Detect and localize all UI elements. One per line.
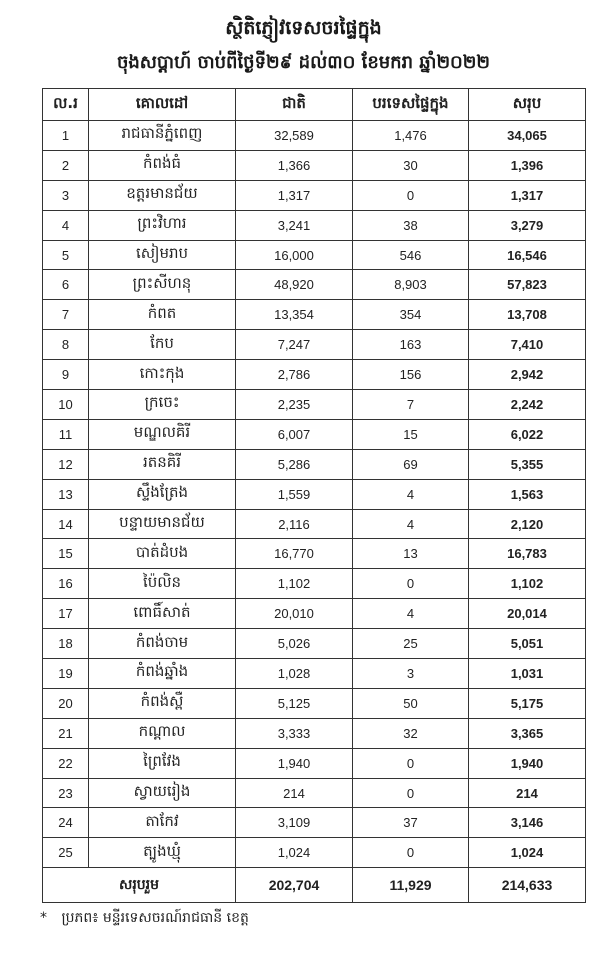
row-number: 14 xyxy=(43,509,89,539)
row-domestic-foreign: 354 xyxy=(353,300,469,330)
table-row xyxy=(43,688,586,718)
row-national: 7,247 xyxy=(236,330,353,360)
header-national: ជាតិ xyxy=(236,89,353,121)
row-national: 1,559 xyxy=(236,479,353,509)
row-domestic-foreign: 7 xyxy=(353,390,469,420)
row-domestic-foreign: 50 xyxy=(353,688,469,718)
row-national: 1,024 xyxy=(236,838,353,868)
grand-total-national: 202,704 xyxy=(236,868,353,903)
row-total: 6,022 xyxy=(469,419,586,449)
row-number: 6 xyxy=(43,270,89,300)
table-row xyxy=(43,180,586,210)
row-number: 23 xyxy=(43,778,89,808)
header-destination: គោលដៅ xyxy=(89,89,236,121)
row-number: 7 xyxy=(43,300,89,330)
row-total: 5,175 xyxy=(469,688,586,718)
row-domestic-foreign: 30 xyxy=(353,150,469,180)
row-total: 1,940 xyxy=(469,748,586,778)
row-number: 25 xyxy=(43,838,89,868)
row-total: 13,708 xyxy=(469,300,586,330)
row-national: 1,940 xyxy=(236,748,353,778)
table-row xyxy=(43,539,586,569)
row-destination: ព្រះសីហនុ xyxy=(89,270,236,300)
table-row xyxy=(43,330,586,360)
table-row xyxy=(43,838,586,868)
row-national: 20,010 xyxy=(236,599,353,629)
row-domestic-foreign: 69 xyxy=(353,449,469,479)
row-number: 1 xyxy=(43,121,89,151)
row-destination: កំពង់ស្ពឺ xyxy=(89,688,236,718)
row-total: 214 xyxy=(469,778,586,808)
row-domestic-foreign: 15 xyxy=(353,419,469,449)
row-total: 3,365 xyxy=(469,718,586,748)
footnote-text: ប្រភព៖ មន្ទីរទេសចរណ៍រាជធានី ខេត្ត xyxy=(61,910,249,926)
table-row xyxy=(43,808,586,838)
table-row xyxy=(43,599,586,629)
row-destination: បន្ទាយមានជ័យ xyxy=(89,509,236,539)
row-destination: កំពង់ចាម xyxy=(89,629,236,659)
row-national: 3,109 xyxy=(236,808,353,838)
row-domestic-foreign: 4 xyxy=(353,509,469,539)
row-national: 2,116 xyxy=(236,509,353,539)
tourist-statistics-table xyxy=(42,88,586,903)
table-row xyxy=(43,778,586,808)
row-national: 16,000 xyxy=(236,240,353,270)
row-domestic-foreign: 8,903 xyxy=(353,270,469,300)
row-total: 1,396 xyxy=(469,150,586,180)
table-row xyxy=(43,121,586,151)
row-number: 8 xyxy=(43,330,89,360)
header-domestic-foreign: បរទេសផ្ទៃក្នុង xyxy=(353,89,469,121)
table-row xyxy=(43,360,586,390)
row-national: 5,125 xyxy=(236,688,353,718)
row-total: 16,783 xyxy=(469,539,586,569)
row-destination: ស្ទឹងត្រែង xyxy=(89,479,236,509)
grand-total-total: 214,633 xyxy=(469,868,586,903)
row-domestic-foreign: 38 xyxy=(353,210,469,240)
table-row xyxy=(43,150,586,180)
table-body xyxy=(43,121,586,868)
row-destination: សៀមរាប xyxy=(89,240,236,270)
row-number: 20 xyxy=(43,688,89,718)
header-total: សរុប xyxy=(469,89,586,121)
row-number: 24 xyxy=(43,808,89,838)
row-domestic-foreign: 0 xyxy=(353,778,469,808)
row-number: 17 xyxy=(43,599,89,629)
table-row xyxy=(43,300,586,330)
table-row xyxy=(43,419,586,449)
row-national: 1,028 xyxy=(236,659,353,689)
row-national: 1,317 xyxy=(236,180,353,210)
row-total: 16,546 xyxy=(469,240,586,270)
row-total: 1,031 xyxy=(469,659,586,689)
row-domestic-foreign: 0 xyxy=(353,748,469,778)
row-destination: ឧត្តរមានជ័យ xyxy=(89,180,236,210)
table-row xyxy=(43,270,586,300)
row-national: 5,286 xyxy=(236,449,353,479)
row-number: 21 xyxy=(43,718,89,748)
row-national: 2,235 xyxy=(236,390,353,420)
row-total: 34,065 xyxy=(469,121,586,151)
document-subtitle: ចុងសប្តាហ៍ ចាប់ពីថ្ងៃទី២៩ ដល់៣០ ខែមករា ឆ្នាំ២០២២ xyxy=(116,52,491,73)
table-header-row xyxy=(43,89,586,121)
row-destination: កណ្តាល xyxy=(89,718,236,748)
row-number: 15 xyxy=(43,539,89,569)
row-number: 19 xyxy=(43,659,89,689)
row-destination: ស្វាយរៀង xyxy=(89,778,236,808)
row-national: 1,366 xyxy=(236,150,353,180)
row-domestic-foreign: 546 xyxy=(353,240,469,270)
row-number: 5 xyxy=(43,240,89,270)
row-total: 5,355 xyxy=(469,449,586,479)
row-number: 4 xyxy=(43,210,89,240)
row-domestic-foreign: 3 xyxy=(353,659,469,689)
row-number: 16 xyxy=(43,569,89,599)
row-destination: បាត់ដំបង xyxy=(89,539,236,569)
row-total: 2,120 xyxy=(469,509,586,539)
row-number: 18 xyxy=(43,629,89,659)
row-number: 9 xyxy=(43,360,89,390)
row-national: 32,589 xyxy=(236,121,353,151)
table-row xyxy=(43,718,586,748)
row-national: 13,354 xyxy=(236,300,353,330)
row-national: 3,241 xyxy=(236,210,353,240)
row-destination: រតនគិរី xyxy=(89,449,236,479)
row-total: 2,242 xyxy=(469,390,586,420)
row-destination: កោះកុង xyxy=(89,360,236,390)
table-row xyxy=(43,449,586,479)
row-national: 1,102 xyxy=(236,569,353,599)
row-national: 6,007 xyxy=(236,419,353,449)
row-total: 2,942 xyxy=(469,360,586,390)
row-total: 20,014 xyxy=(469,599,586,629)
row-number: 13 xyxy=(43,479,89,509)
row-national: 2,786 xyxy=(236,360,353,390)
row-domestic-foreign: 156 xyxy=(353,360,469,390)
row-number: 11 xyxy=(43,419,89,449)
row-national: 16,770 xyxy=(236,539,353,569)
grand-total-domestic: 11,929 xyxy=(353,868,469,903)
row-number: 3 xyxy=(43,180,89,210)
row-destination: ប៉ៃលិន xyxy=(89,569,236,599)
row-domestic-foreign: 4 xyxy=(353,599,469,629)
table-row xyxy=(43,629,586,659)
row-destination: ក្រចេះ xyxy=(89,390,236,420)
header-no: ល.រ xyxy=(43,89,89,121)
row-national: 214 xyxy=(236,778,353,808)
row-destination: កែប xyxy=(89,330,236,360)
row-destination: កំពង់ឆ្នាំង xyxy=(89,659,236,689)
row-total: 7,410 xyxy=(469,330,586,360)
row-domestic-foreign: 13 xyxy=(353,539,469,569)
row-total: 1,563 xyxy=(469,479,586,509)
row-number: 2 xyxy=(43,150,89,180)
row-domestic-foreign: 25 xyxy=(353,629,469,659)
document-title: ស្ថិតិភ្ញៀវទេសចរផ្ទៃក្នុង xyxy=(225,17,382,39)
row-destination: រាជធានីភ្នំពេញ xyxy=(89,121,236,151)
source-footnote xyxy=(40,908,249,929)
row-total: 3,279 xyxy=(469,210,586,240)
row-domestic-foreign: 1,476 xyxy=(353,121,469,151)
table-row xyxy=(43,659,586,689)
row-domestic-foreign: 0 xyxy=(353,838,469,868)
row-total: 1,317 xyxy=(469,180,586,210)
row-domestic-foreign: 37 xyxy=(353,808,469,838)
row-total: 3,146 xyxy=(469,808,586,838)
row-domestic-foreign: 32 xyxy=(353,718,469,748)
row-total: 5,051 xyxy=(469,629,586,659)
row-destination: កំពង់ធំ xyxy=(89,150,236,180)
row-total: 57,823 xyxy=(469,270,586,300)
row-destination: កំពត xyxy=(89,300,236,330)
table-row xyxy=(43,479,586,509)
row-national: 48,920 xyxy=(236,270,353,300)
grand-total-row xyxy=(43,868,586,903)
row-domestic-foreign: 0 xyxy=(353,569,469,599)
row-total: 1,024 xyxy=(469,838,586,868)
row-domestic-foreign: 0 xyxy=(353,180,469,210)
row-destination: ព្រះវិហារ xyxy=(89,210,236,240)
row-destination: ត្បូងឃ្មុំ xyxy=(89,838,236,868)
row-number: 10 xyxy=(43,390,89,420)
row-number: 22 xyxy=(43,748,89,778)
row-domestic-foreign: 163 xyxy=(353,330,469,360)
footnote-asterisk: * xyxy=(40,910,47,926)
row-national: 5,026 xyxy=(236,629,353,659)
table-row xyxy=(43,569,586,599)
table-row xyxy=(43,240,586,270)
row-domestic-foreign: 4 xyxy=(353,479,469,509)
table-row xyxy=(43,509,586,539)
row-destination: មណ្ឌលគិរី xyxy=(89,419,236,449)
row-destination: ពោធិ៍សាត់ xyxy=(89,599,236,629)
row-destination: ព្រៃវែង xyxy=(89,748,236,778)
table-row xyxy=(43,748,586,778)
table-row xyxy=(43,210,586,240)
row-destination: តាកែវ xyxy=(89,808,236,838)
table-row xyxy=(43,390,586,420)
row-national: 3,333 xyxy=(236,718,353,748)
row-total: 1,102 xyxy=(469,569,586,599)
grand-total-label: សរុបរួម xyxy=(43,868,236,903)
row-number: 12 xyxy=(43,449,89,479)
